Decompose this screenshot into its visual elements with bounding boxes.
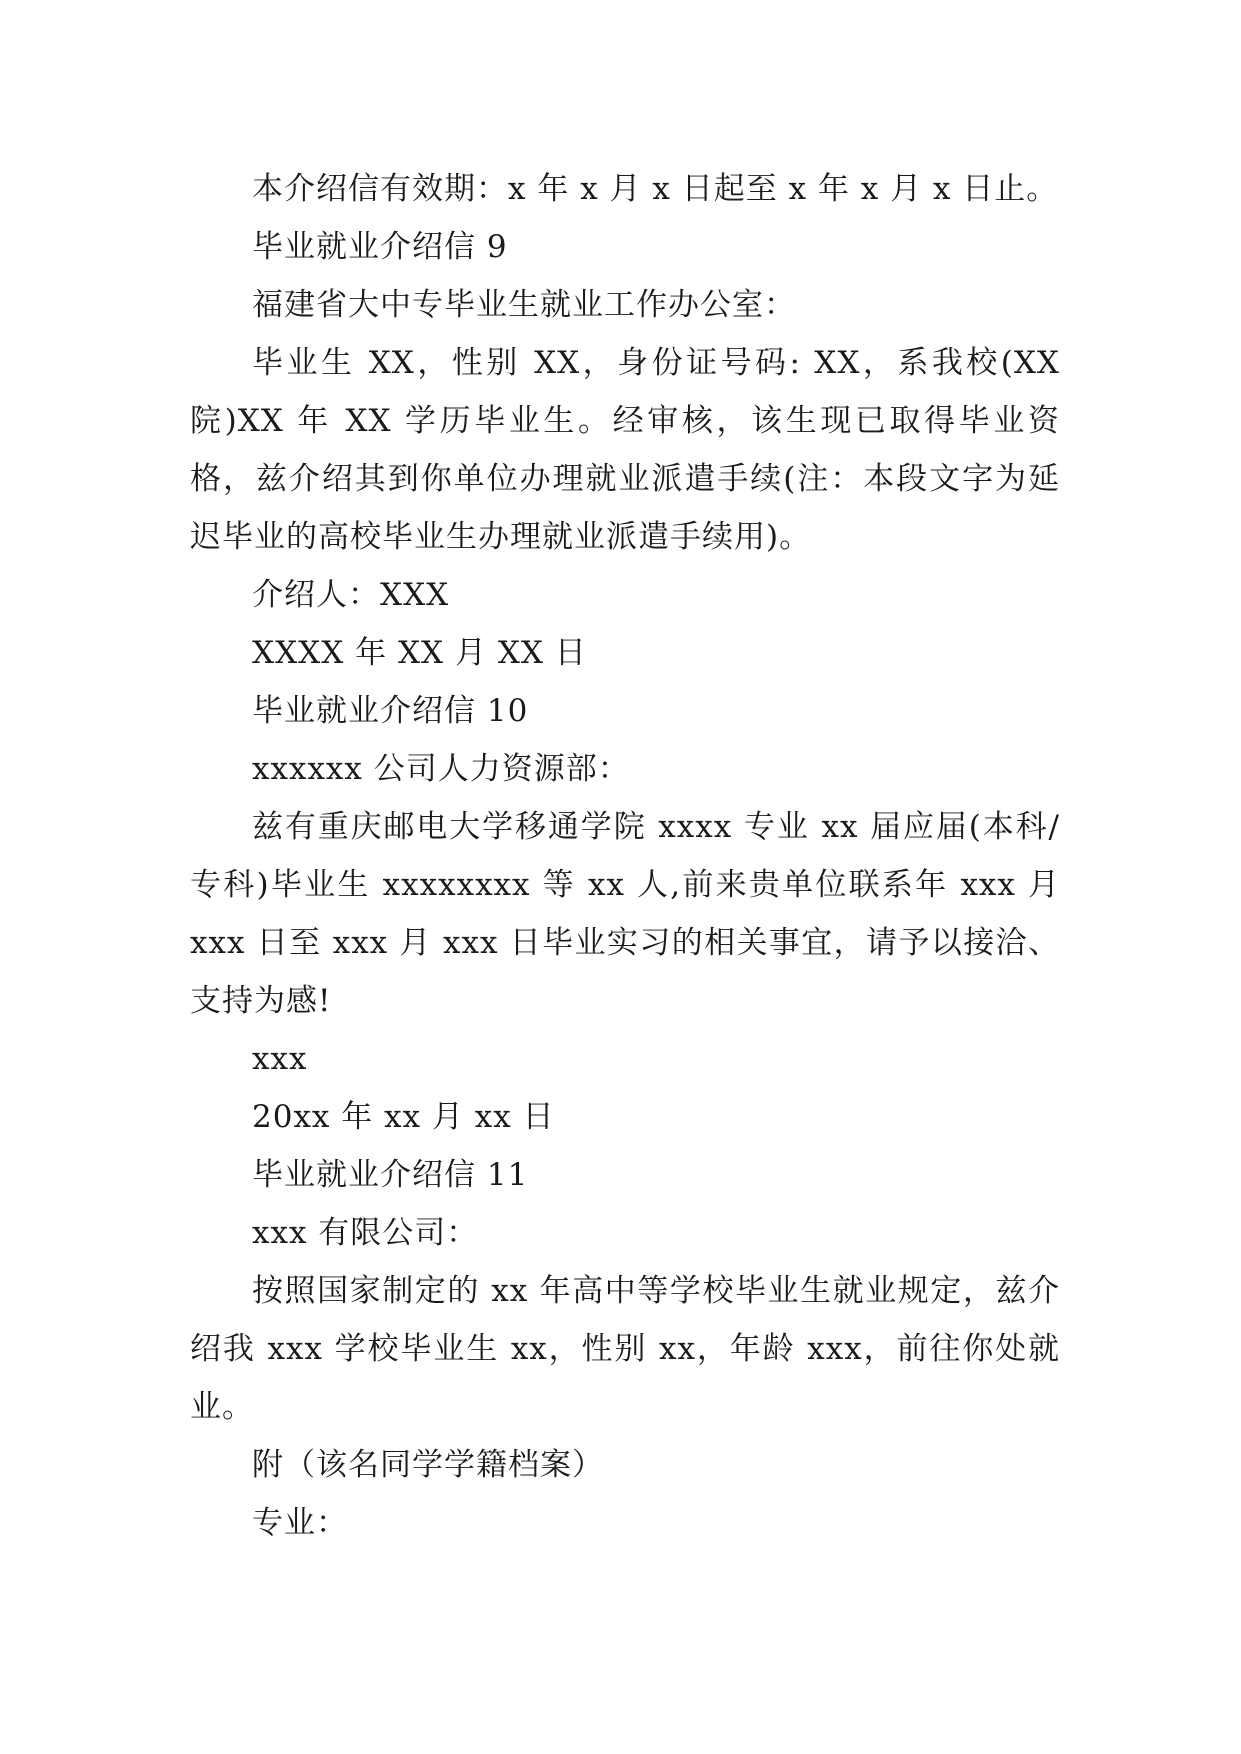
- document-body: [190, 160, 1060, 1552]
- date-line: 20xx 年 xx 月 xx 日: [252, 1099, 555, 1135]
- section-title-11: 毕业就业介绍信 11: [252, 1157, 529, 1193]
- date-line: XXXX 年 XX 月 XX 日: [252, 635, 587, 671]
- introducer-line: 介绍人：XXX: [252, 577, 450, 613]
- body-paragraph: 毕业生 XX，性别 XX，身份证号码: XX，系我校(XX 院)XX 年 XX 学历毕业生。经审核，该生现已取得毕业资格，兹介绍其到你单位办理就业派遣手续(注：本段文字为延迟毕业的高校毕业生办理就业派遣手续用)。: [190, 345, 1060, 555]
- body-paragraph: 兹有重庆邮电大学移通学院 xxxx 专业 xx 届应届(本科/专科)毕业生 xxxxxxxx 等 xx 人,前来贵单位联系年 xxx 月 xxx 日至 xxx 月 xxx 日毕业实习的相关事宜，请予以接洽、支持为感!: [190, 809, 1060, 1019]
- body-paragraph: 按照国家制定的 xx 年高中等学校毕业生就业规定，兹介绍我 xxx 学校毕业生 xx，性别 xx，年龄 xxx，前往你处就业。: [190, 1273, 1060, 1425]
- major-line: 专业：: [252, 1505, 348, 1541]
- section-title-10: 毕业就业介绍信 10: [252, 693, 529, 729]
- recipient-line: xxxxxx 公司人力资源部：: [252, 751, 630, 787]
- attachment-line: 附（该名同学学籍档案）: [252, 1447, 604, 1483]
- section-title-9: 毕业就业介绍信 9: [252, 229, 508, 265]
- signature-line: xxx: [252, 1041, 308, 1077]
- validity-line: 本介绍信有效期：x 年 x 月 x 日起至 x 年 x 月 x 日止。: [252, 171, 1059, 207]
- recipient-line: 福建省大中专毕业生就业工作办公室：: [252, 287, 796, 323]
- recipient-line: xxx 有限公司：: [252, 1215, 479, 1251]
